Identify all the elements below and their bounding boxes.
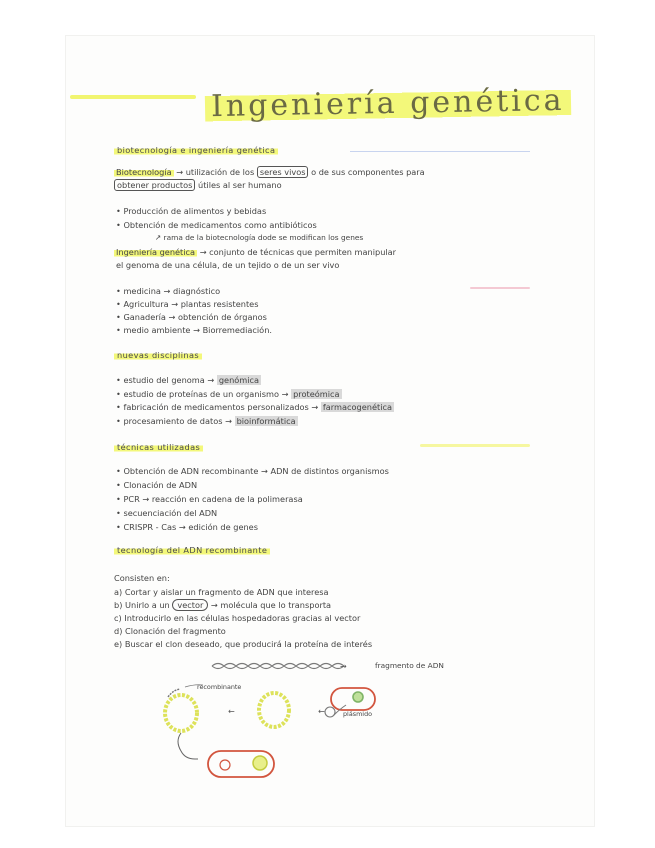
step-label: b) <box>114 600 123 610</box>
step-item: b) Unirlo a un vector → molécula que lo transporta <box>114 600 332 610</box>
technique-name: PCR <box>123 494 140 504</box>
decorative-line <box>420 444 530 447</box>
step-text: molécula que lo transporta <box>220 600 332 610</box>
note-text: rama de la biotecnología dode se modifican los genes <box>163 233 364 242</box>
step-item <box>114 639 372 649</box>
application-field: Agricultura <box>123 299 169 309</box>
step-label: a) <box>114 587 123 597</box>
technique-name: Clonación de ADN <box>123 480 198 490</box>
application-target: obtención de órganos <box>177 312 267 322</box>
application-field: medicina <box>123 286 161 296</box>
definition-biotecnologia-line1 <box>114 167 425 177</box>
section-heading-biotecnologia: biotecnología e ingeniería genética <box>114 145 278 155</box>
item-text: estudio del genoma <box>123 375 205 385</box>
label-plasmido: plásmido <box>343 710 373 718</box>
steps-intro: Consisten en: <box>114 573 170 583</box>
list-item: • CRISPR - Cas → edición de genes <box>116 522 258 532</box>
definition-ingenieria-line2: el genoma de una célula, de un tejido o de un ser vivo <box>116 260 340 270</box>
arrow-icon: → <box>176 167 186 177</box>
item-text: procesamiento de datos <box>123 416 223 426</box>
discipline-name: bioinformática <box>236 416 296 426</box>
discipline-name: farmacogenética <box>322 402 392 412</box>
step-item <box>114 587 329 597</box>
application-field: medio ambiente <box>123 325 191 335</box>
application-target: diagnóstico <box>172 286 221 296</box>
step-label: e) <box>114 639 123 649</box>
divider-line <box>350 151 530 152</box>
list-item: • fabricación de medicamentos personalizados → farmacogenética <box>116 402 392 412</box>
list-item: • Producción de alimentos y bebidas <box>116 206 267 216</box>
section-heading-tecnicas-utilizadas: técnicas utilizadas <box>114 442 203 452</box>
list-item: • Ganadería → obtención de órganos <box>116 312 267 322</box>
item-text: fabricación de medicamentos personalizados <box>123 402 309 412</box>
list-item: • Obtención de medicamentos como antibióticos <box>116 220 317 230</box>
application-target: plantas resistentes <box>180 299 259 309</box>
definition-text: utilización de los <box>185 167 255 177</box>
title-underline-decoration <box>70 95 196 99</box>
discipline-name: proteómica <box>293 389 340 399</box>
list-item: • medio ambiente → Biorremediación. <box>116 325 272 335</box>
step-text: Clonación del fragmento <box>125 626 226 636</box>
label-fragmento-adn: fragmento de ADN <box>375 661 444 670</box>
step-label: c) <box>114 613 122 623</box>
technique-name: Obtención de ADN recombinante <box>123 466 259 476</box>
step-text: Introducirlo en las células hospedadoras gracias al vector <box>124 613 361 623</box>
list-item: • secuenciación del ADN <box>116 508 218 518</box>
fragment-arrow-icon: → <box>340 662 347 671</box>
application-target: Biorremediación. <box>202 325 272 335</box>
boxed-obtener-productos: obtener productos <box>114 179 195 191</box>
step-item <box>114 626 226 636</box>
step-label: d) <box>114 626 123 636</box>
definition-biotecnologia-line2 <box>114 180 282 190</box>
bullet-text: Obtención de medicamentos como antibióticos <box>123 220 317 230</box>
application-field: Ganadería <box>123 312 166 322</box>
step-text: Buscar el clon deseado, que producirá la proteína de interés <box>124 639 373 649</box>
circled-vector: vector <box>172 599 208 611</box>
definition-text: útiles al ser humano <box>198 180 282 190</box>
technique-name: secuenciación del ADN <box>123 508 218 518</box>
label-recombinante: recombinante <box>197 683 242 691</box>
step-text: Cortar y aislar un fragmento de ADN que interesa <box>124 587 329 597</box>
item-text: estudio de proteínas de un organismo <box>123 389 280 399</box>
technique-detail: ADN de distintos organismos <box>270 466 389 476</box>
discipline-name: genómica <box>218 375 260 385</box>
list-item: • medicina → diagnóstico <box>116 286 221 296</box>
list-item: • Clonación de ADN <box>116 480 198 490</box>
arrow-left-icon: ← <box>318 707 325 716</box>
list-item: • procesamiento de datos → bioinformática <box>116 416 296 426</box>
annotation-note <box>155 233 363 243</box>
list-item: • estudio del genoma → genómica <box>116 375 260 385</box>
arrow-icon: ↗ <box>155 233 164 242</box>
step-item <box>114 613 360 623</box>
list-item: • Obtención de ADN recombinante → ADN de distintos organismos <box>116 466 389 476</box>
section-heading-adn-recombinante: tecnología del ADN recombinante <box>114 545 270 555</box>
arrow-icon: → <box>199 247 210 257</box>
step-text: Unirlo a un <box>125 600 170 610</box>
page-title: Ingeniería genética <box>205 83 571 124</box>
section-heading-nuevas-disciplinas: nuevas disciplinas <box>114 350 202 360</box>
term-ingenieria-genetica: Ingeniería genética <box>116 247 196 257</box>
technique-name: CRISPR - Cas <box>123 522 177 532</box>
list-item: • PCR → reacción en cadena de la polimerasa <box>116 494 303 504</box>
definition-ingenieria-line1 <box>114 247 396 257</box>
technique-detail: reacción en cadena de la polimerasa <box>151 494 303 504</box>
technique-detail: edición de genes <box>188 522 258 532</box>
list-item: • estudio de proteínas de un organismo → proteómica <box>116 389 340 399</box>
bullet-text: Producción de alimentos y bebidas <box>123 206 267 216</box>
boxed-seres-vivos: seres vivos <box>257 166 309 178</box>
term-biotecnologia: Biotecnología <box>116 167 172 177</box>
arrow-left-icon: ← <box>228 707 235 716</box>
decorative-line <box>470 287 530 289</box>
definition-text: o de sus componentes para <box>311 167 425 177</box>
definition-text: conjunto de técnicas que permiten manipular <box>209 247 397 257</box>
list-item: • Agricultura → plantas resistentes <box>116 299 259 309</box>
